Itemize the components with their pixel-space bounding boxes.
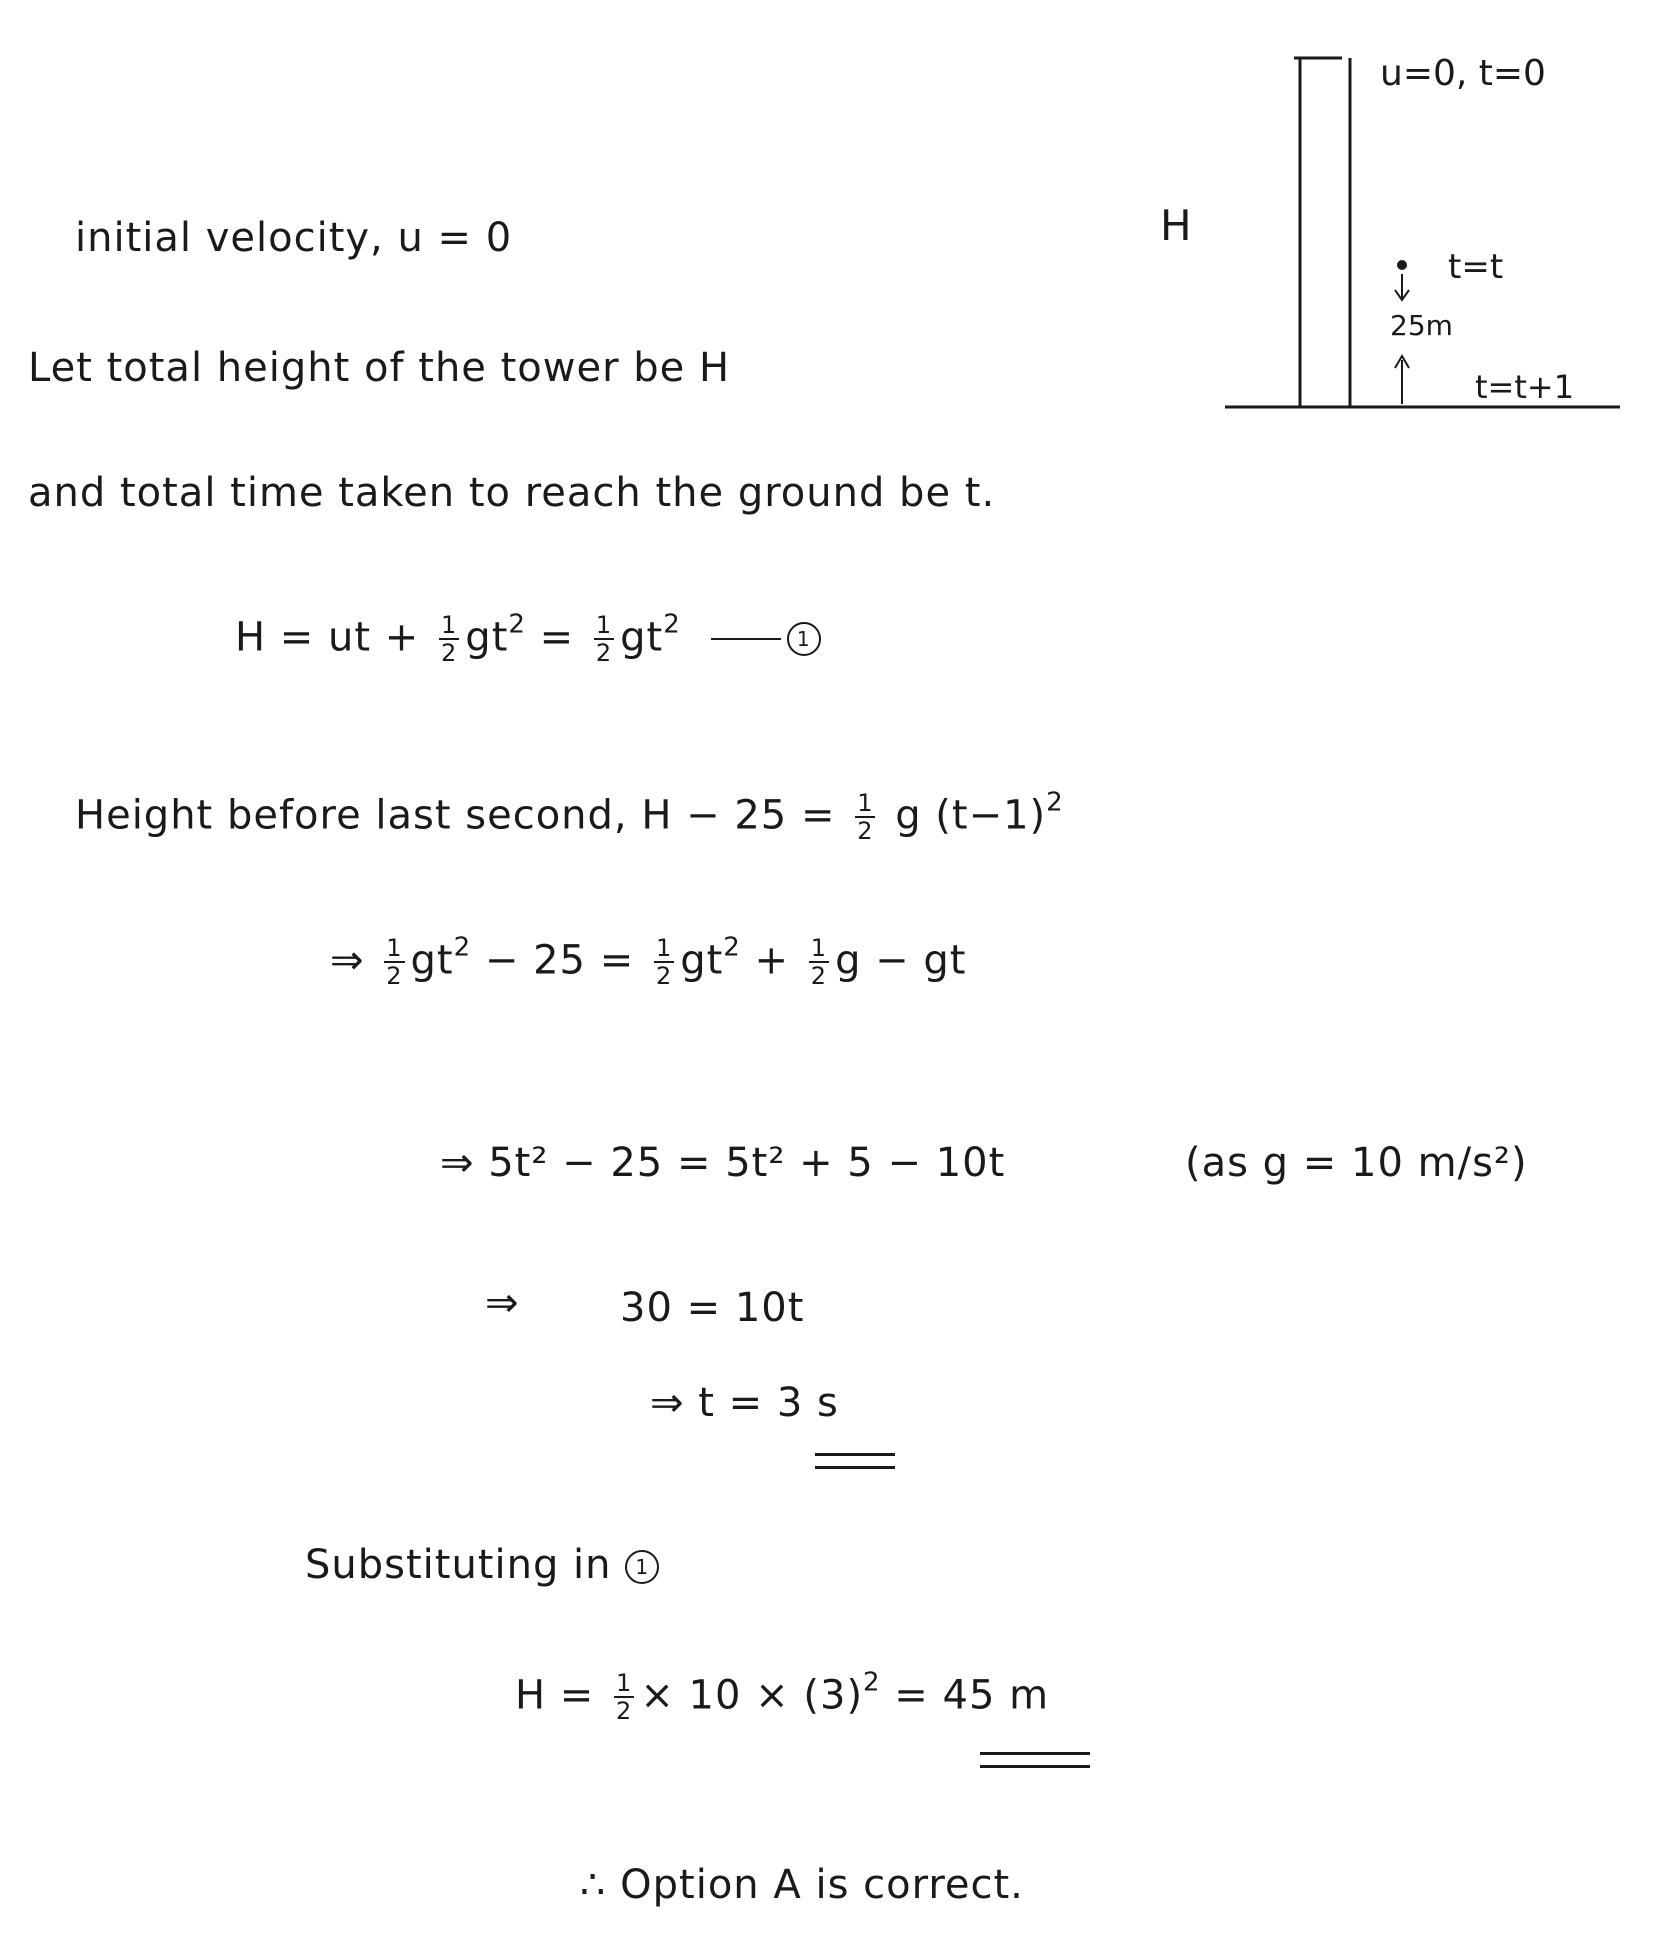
final-answer: 45 m — [942, 1672, 1050, 1719]
top-label: u=0, t=0 — [1380, 53, 1546, 94]
step-1: ⇒ $\frac{1}{2}$ $gt^2 - 25$ = $\frac{1}{2}$ $gt^2$ + $\frac{1}{2}$ g − gt — [330, 932, 967, 991]
half-fraction: $\frac{1}{2}$ — [595, 611, 613, 668]
g-value-note: (as g = 10 m/s²) — [1185, 1140, 1528, 1186]
conclusion: ∴ Option A is correct. — [580, 1862, 1024, 1908]
height-label: H — [1160, 201, 1192, 250]
mid-label: t=t — [1448, 247, 1504, 287]
initial-velocity-line: initial velocity, u = 0 — [75, 215, 513, 261]
half-fraction: $\frac{1}{2}$ — [857, 789, 874, 846]
step-3: 30 = 10t — [620, 1285, 805, 1331]
substituting-line: Substituting in 1 — [305, 1542, 659, 1588]
result-t-underline — [815, 1453, 895, 1469]
step-2: ⇒ 5t² − 25 = 5t² + 5 − 10t — [440, 1140, 1006, 1186]
step-3-arrow: ⇒ — [485, 1280, 520, 1326]
result-t: ⇒ t = 3 s — [650, 1380, 839, 1426]
before-last-second-line: Height before last second, H − 25 = $\frac{1}{2}$ g $(t-1)^2$ — [75, 787, 1064, 846]
half-fraction: $\frac{1}{2}$ — [441, 611, 458, 668]
equation-1: H = ut + $\frac{1}{2}$ $gt^2$ = $\frac{1}{2}$ $gt^2$ 1 — [235, 612, 821, 667]
answer-underline — [980, 1752, 1090, 1768]
ball — [1397, 260, 1407, 270]
total-time-line: and total time taken to reach the ground be t. — [28, 470, 996, 516]
distance-label: 25m — [1390, 309, 1453, 342]
equation-tag: 1 — [625, 1550, 659, 1584]
bottom-label: t=t+1 — [1475, 368, 1575, 406]
equation-tag: 1 — [787, 622, 821, 656]
tower-height-line: Let total height of the tower be H — [28, 345, 731, 391]
final-equation: H = $\frac{1}{2}$ × $10 \times (3)^2 = 45$ m — [515, 1667, 1050, 1726]
